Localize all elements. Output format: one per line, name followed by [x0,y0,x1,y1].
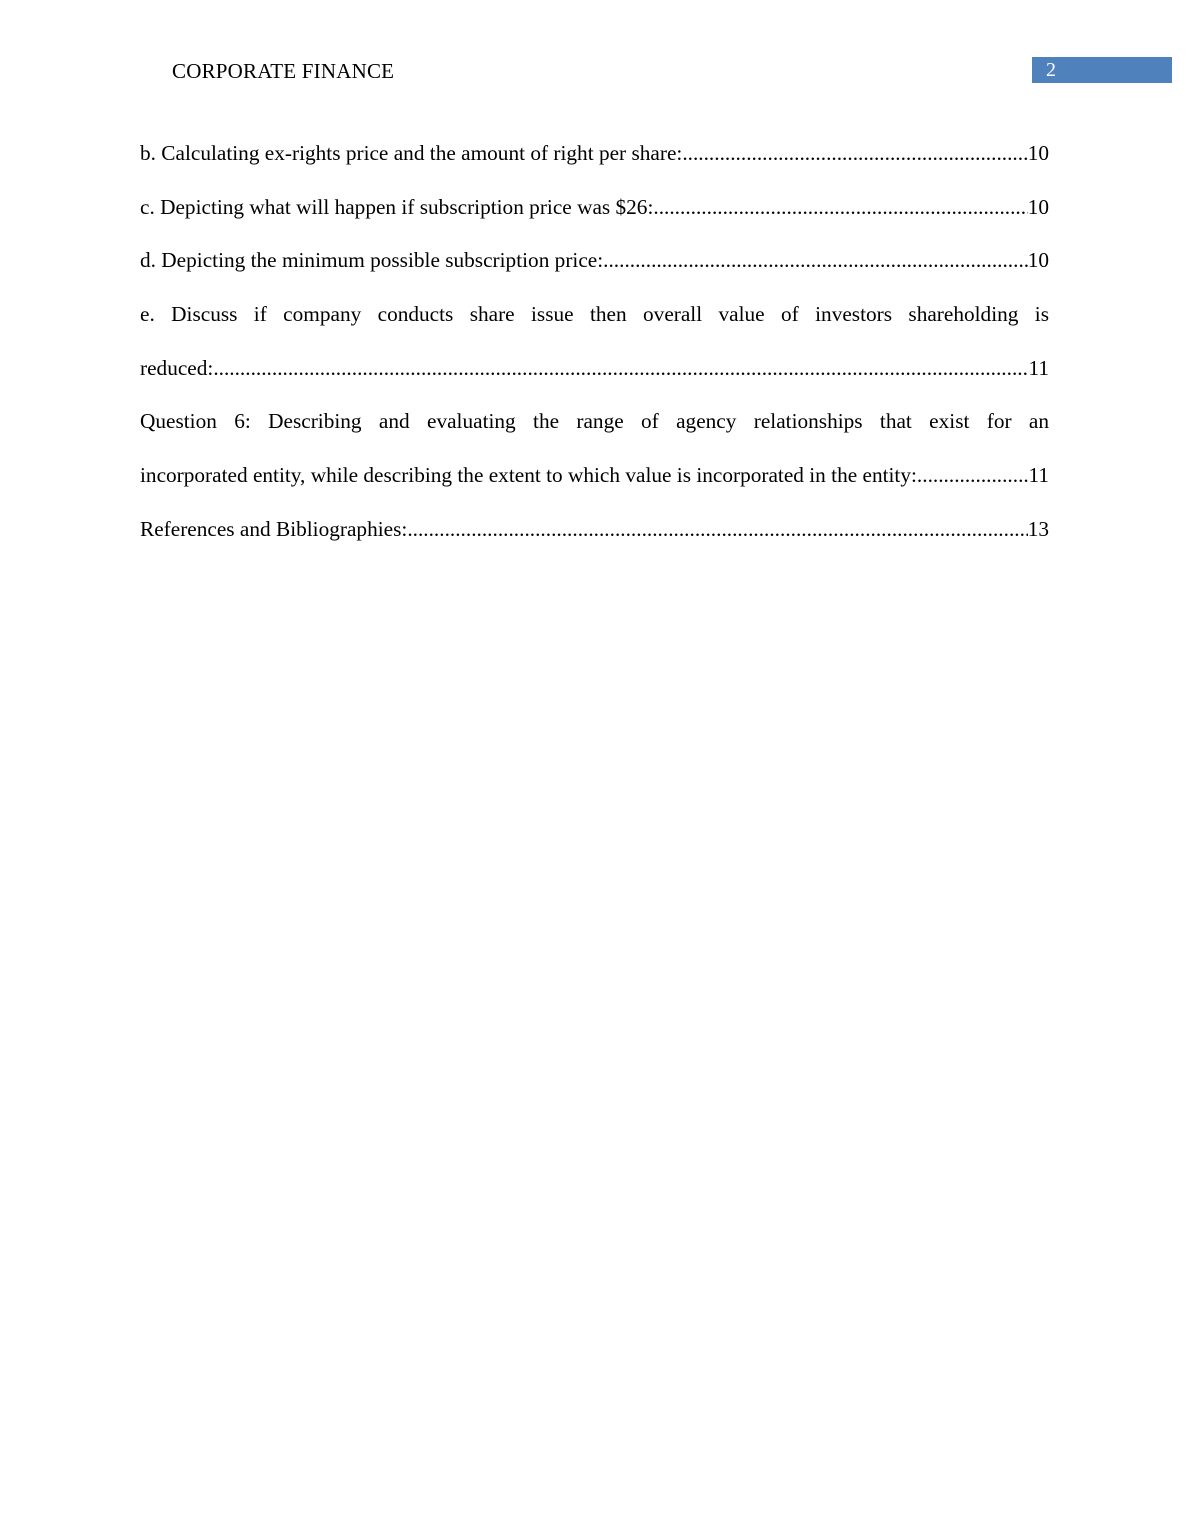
toc-entry-e[interactable] [140,288,1049,395]
toc-entry-page: 11 [1028,355,1049,380]
dot-leader [653,181,1027,235]
dot-leader [213,342,1028,396]
toc-entry-line2 [140,449,1049,503]
toc-entry-text: d. Depicting the minimum possible subscription price: [140,248,604,273]
toc-entry-text-line1: e. Discuss if company conducts share issue then overall value of investors shareholding is [140,302,1049,327]
page-number: 2 [1046,59,1056,81]
dot-leader [682,127,1027,181]
running-header-title: CORPORATE FINANCE [172,59,395,83]
dot-leader [407,503,1027,557]
toc-entry-text: b. Calculating ex-rights price and the amount of right per share: [140,141,683,165]
toc-entry-page: 11 [1028,463,1049,488]
toc-entry-text-line2: incorporated entity, while describing the extent to which value is incorporated in the entity: [140,463,917,488]
dot-leader [603,234,1028,288]
toc-entry-page: 10 [1027,141,1049,165]
dot-leader [917,449,1029,503]
toc-entry-b[interactable] [140,127,1049,181]
toc-entry-text: References and Bibliographies: [140,516,408,541]
toc-entry-text: c. Depicting what will happen if subscription price was $26: [140,194,654,219]
toc-entry-question-6[interactable] [140,395,1049,502]
toc-entry-text-line2: reduced: [140,355,214,380]
toc-entry-references[interactable] [140,503,1049,557]
table-of-contents [140,127,1049,557]
toc-entry-text-line1: Question 6: Describing and evaluating the range of agency relationships that exist for an [140,409,1049,434]
page-number-badge [1032,57,1172,83]
toc-entry-page: 10 [1027,194,1049,219]
toc-entry-d[interactable] [140,234,1049,288]
toc-entry-c[interactable] [140,181,1049,235]
toc-entry-line2 [140,342,1049,396]
toc-entry-page: 13 [1027,516,1049,541]
toc-entry-page: 10 [1027,248,1049,273]
